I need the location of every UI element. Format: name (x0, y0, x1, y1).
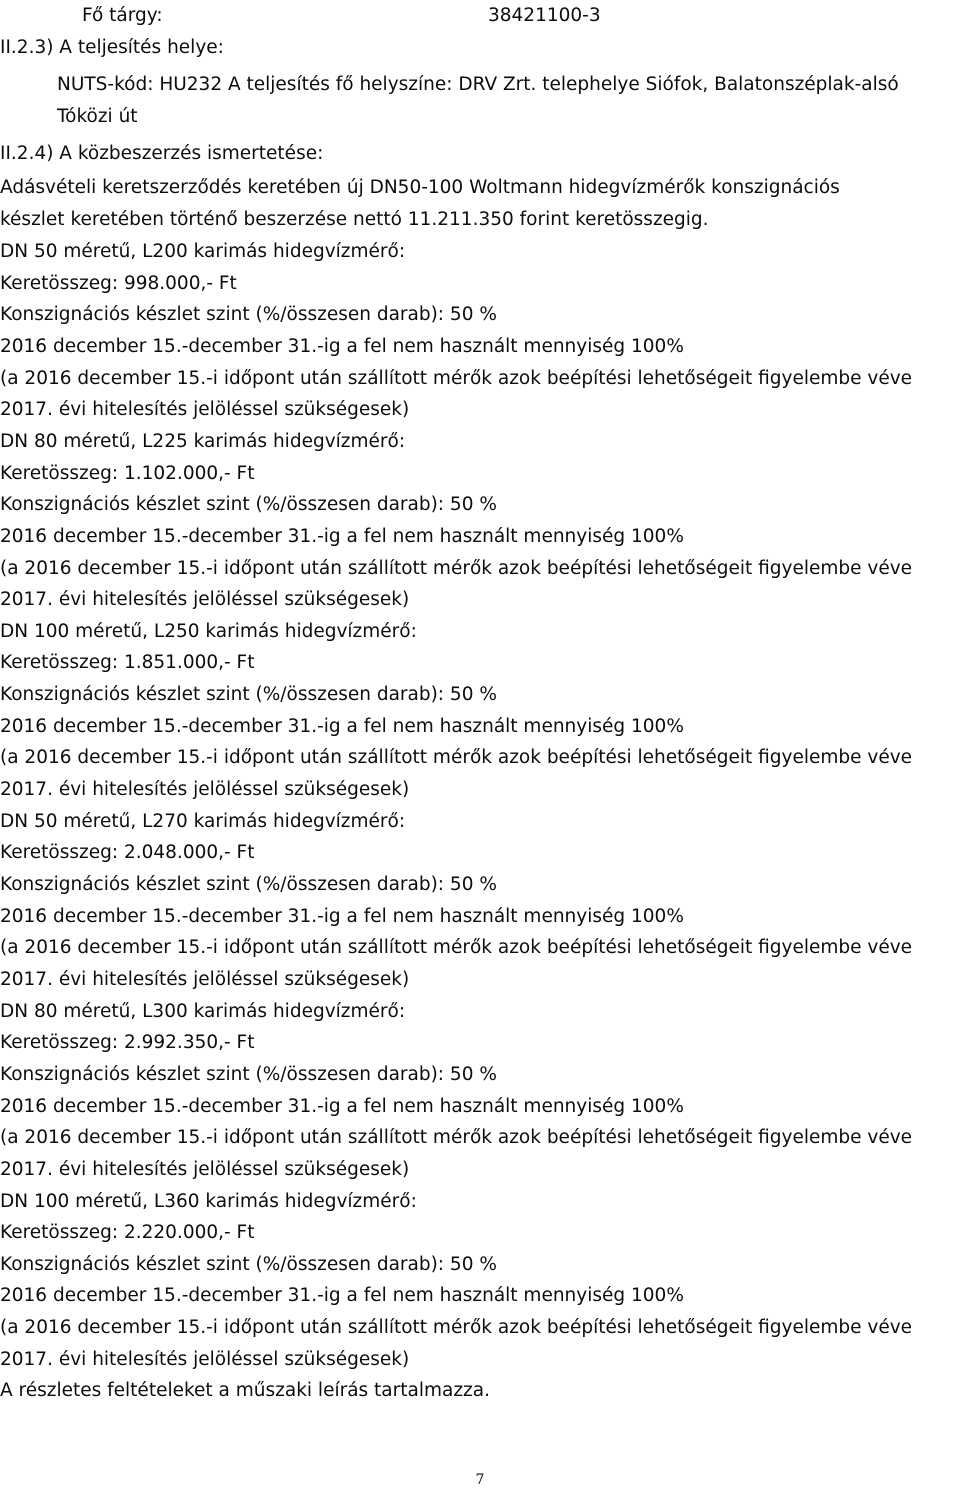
item-period: 2016 december 15.-december 31.-ig a fel nem használt mennyiség 100% (0, 1285, 684, 1306)
item-stock-level: Konszignációs készlet szint (%/összesen darab): 50 % (0, 494, 497, 515)
procurement-intro-line-continued: készlet keretében történő beszerzése nettó 11.211.350 forint keretösszegig. (0, 209, 709, 230)
item-note-line: (a 2016 december 15.-i időpont után szállított mérők azok beépítési lehetőségeit figyelembe véve (0, 368, 913, 389)
item-period: 2016 december 15.-december 31.-ig a fel nem használt mennyiség 100% (0, 716, 684, 737)
item-note-line-continued: 2017. évi hitelesítés jelöléssel szükségesek) (0, 969, 410, 990)
item-note-line: (a 2016 december 15.-i időpont után szállított mérők azok beépítési lehetőségeit figyelembe véve (0, 558, 913, 579)
item-period: 2016 december 15.-december 31.-ig a fel nem használt mennyiség 100% (0, 336, 684, 357)
nuts-location-line-continued: Tóközi út (57, 106, 138, 127)
item-title: DN 50 méretű, L270 karimás hidegvízmérő: (0, 811, 406, 832)
item-note-line-continued: 2017. évi hitelesítés jelöléssel szükségesek) (0, 1159, 410, 1180)
item-note-line: (a 2016 december 15.-i időpont után szállított mérők azok beépítési lehetőségeit figyelembe véve (0, 1127, 913, 1148)
item-stock-level: Konszignációs készlet szint (%/összesen darab): 50 % (0, 1254, 497, 1275)
cpv-code: 38421100-3 (488, 5, 601, 26)
section-heading-procurement-description: II.2.4) A közbeszerzés ismertetése: (0, 143, 324, 164)
item-amount: Keretösszeg: 2.048.000,- Ft (0, 842, 255, 863)
item-period: 2016 december 15.-december 31.-ig a fel nem használt mennyiség 100% (0, 526, 684, 547)
item-amount: Keretösszeg: 2.220.000,- Ft (0, 1222, 255, 1243)
item-note-line-continued: 2017. évi hitelesítés jelöléssel szükségesek) (0, 779, 410, 800)
item-note-line: (a 2016 december 15.-i időpont után szállított mérők azok beépítési lehetőségeit figyelembe véve (0, 937, 913, 958)
item-title: DN 80 méretű, L300 karimás hidegvízmérő: (0, 1001, 406, 1022)
main-subject-label: Fő tárgy: (82, 5, 163, 26)
page-number: 7 (475, 1472, 485, 1488)
item-amount: Keretösszeg: 1.851.000,- Ft (0, 652, 255, 673)
item-note-line-continued: 2017. évi hitelesítés jelöléssel szükségesek) (0, 399, 410, 420)
section-heading-place-of-performance: II.2.3) A teljesítés helye: (0, 37, 224, 58)
item-note-line: (a 2016 december 15.-i időpont után szállított mérők azok beépítési lehetőségeit figyelembe véve (0, 1317, 913, 1338)
item-amount: Keretösszeg: 1.102.000,- Ft (0, 463, 255, 484)
item-note-line-continued: 2017. évi hitelesítés jelöléssel szükségesek) (0, 589, 410, 610)
main-subject-row (82, 5, 601, 27)
item-note-line-continued: 2017. évi hitelesítés jelöléssel szükségesek) (0, 1349, 410, 1370)
item-title: DN 100 méretű, L360 karimás hidegvízmérő: (0, 1191, 417, 1212)
item-period: 2016 december 15.-december 31.-ig a fel nem használt mennyiség 100% (0, 1096, 684, 1117)
item-amount: Keretösszeg: 2.992.350,- Ft (0, 1032, 255, 1053)
nuts-location-line: NUTS-kód: HU232 A teljesítés fő helyszíne: DRV Zrt. telephelye Siófok, Balatonszéplak-alsó (57, 74, 899, 95)
item-stock-level: Konszignációs készlet szint (%/összesen darab): 50 % (0, 304, 497, 325)
item-stock-level: Konszignációs készlet szint (%/összesen darab): 50 % (0, 874, 497, 895)
item-title: DN 80 méretű, L225 karimás hidegvízmérő: (0, 431, 406, 452)
item-note-line: (a 2016 december 15.-i időpont után szállított mérők azok beépítési lehetőségeit figyelembe véve (0, 747, 913, 768)
closing-statement: A részletes feltételeket a műszaki leírás tartalmazza. (0, 1380, 490, 1401)
item-title: DN 50 méretű, L200 karimás hidegvízmérő: (0, 241, 406, 262)
item-amount: Keretösszeg: 998.000,- Ft (0, 273, 237, 294)
item-stock-level: Konszignációs készlet szint (%/összesen darab): 50 % (0, 1064, 497, 1085)
item-stock-level: Konszignációs készlet szint (%/összesen darab): 50 % (0, 684, 497, 705)
item-period: 2016 december 15.-december 31.-ig a fel nem használt mennyiség 100% (0, 906, 684, 927)
item-title: DN 100 méretű, L250 karimás hidegvízmérő: (0, 621, 417, 642)
procurement-intro-line: Adásvételi keretszerződés keretében új DN50-100 Woltmann hidegvízmérők konszignációs (0, 177, 840, 198)
